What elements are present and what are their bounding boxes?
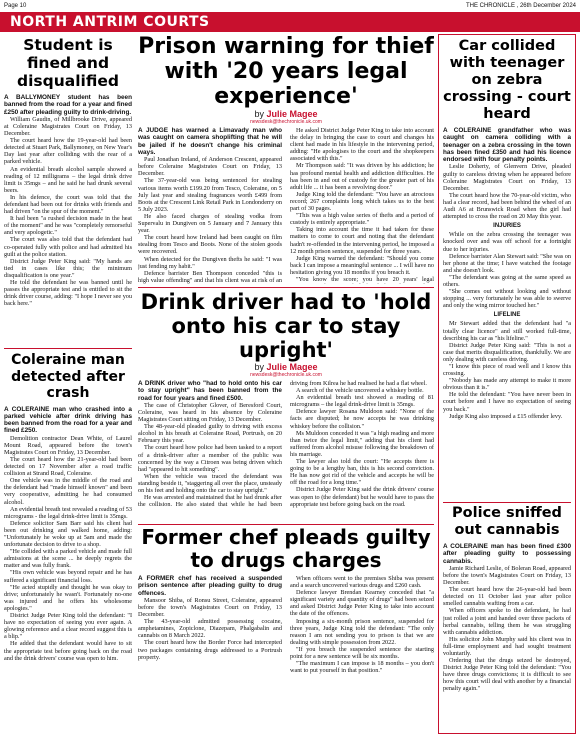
paragraph: Judge King warned the defendant: "Should you come back I can impose a meaningful sentence ... I will have no hesitation giving you 18 months if you breach it.	[290, 254, 434, 276]
prison-byline	[138, 109, 434, 119]
paragraph: His solicitor John Murphy said his client was in full-time employment and had sought treatment voluntarily.	[443, 635, 571, 658]
paragraph: Jamie Richard Leslie, of Boleran Road, appeared before the town's Magistrates Court on Friday, 13 December.	[443, 564, 571, 587]
subhead-lifeline: LIFELINE	[493, 312, 521, 319]
divider	[138, 524, 434, 525]
drink-article	[138, 290, 434, 522]
page-number: Page 10	[4, 3, 27, 9]
paragraph: District Judge Peter King told the defendant: "I have no expectation of seeing you ever again. A glowing reference and a clear record suggest this is a blip."	[4, 612, 132, 641]
paragraph: An evidential breath test revealed a reading of 53 micrograms - the legal drink-drive limit is 35mgs.	[4, 505, 132, 520]
subhead-injuries: INJURIES	[493, 223, 521, 230]
police-lead: A COLERAINE man has been fined £300 after pleading guilty to possessing cannabis.	[443, 543, 571, 565]
paragraph: District Judge Peter King said: "My hands are tied in cases like this; the minimum disqualification is one year."	[4, 257, 132, 279]
drink-lead: A DRINK driver who "had to hold onto his car to stay upright" has been banned from the road for four years and fined £500.	[138, 380, 282, 402]
drink-headline: Drink driver had to 'hold onto his car to stay upright'	[140, 290, 432, 362]
paragraph: The 37-year-old was being sentenced for stealing various items worth £199.20 from Tesco, Coleraine, on 5 July last year and stealing fragrances worth £499 from Boots at the Crescent Link Retail Park in Londonderry on 5 July 2023.	[138, 177, 282, 213]
paragraph: Defence barrister Alan Stewart said: "She was on her phone at the time; I have watched the footage and she doesn't look.	[443, 252, 571, 274]
prison-article	[138, 34, 434, 284]
paragraph: He was arrested and maintained that he had drunk after the collision. He also stated that while he had been driving from Kilrea he had realised he had a flat wheel.	[138, 380, 427, 509]
coleraine-body	[4, 406, 132, 662]
paragraph: William Gaudin, of Millbrooke Drive, appeared at Coleraine Magistrates Court on Friday, 13 December.	[4, 115, 132, 138]
drink-email: newsdesk@thechronicle.uk.com	[250, 372, 322, 378]
paragraph: The 43-year-old admitted possessing cocaine, amphetamines, Zopiclone, Diazepam, Phalgabalin and cannabis on 8 March 2022.	[138, 618, 282, 640]
paragraph: Mansoor Shiba, of Ronsu Street, Coleraine, appeared before the town's Magistrates Court on Friday, 13 December.	[138, 596, 282, 619]
paragraph: It had been "a rushed decision made in the heat of the moment" and he was "completely remorseful and very apologetic."	[4, 215, 132, 237]
divider	[138, 287, 434, 288]
paragraph: The case of Christopher Glover, of Beresford Court, Coleraine, was heard in his absence by Coleraine Magistrates Court sitting on Friday, 13 December.	[138, 401, 282, 424]
divider	[443, 502, 571, 503]
paper-name-date: THE CHRONICLE , 26th December 2024	[465, 3, 576, 9]
paragraph: The court heard how the 26-year-old had been detected on 11 October last year after police smelled cannabis wafting from a car.	[443, 586, 571, 608]
paragraph: A search of the vehicle uncovered a whiskey bottle.	[296, 387, 424, 395]
paragraph: "He collided with a parked vehicle and made full admissions at the scene ... he deeply regrets the matter and was fully frank.	[4, 548, 132, 570]
paragraph: Defence lawyer Brendan Kearney conceded that "a significant variety and quantity of drugs" had been seized and asked District Judge Peter King to take into account the date of the offences.	[290, 589, 434, 618]
paragraph: An evidential breath test showed a reading of 81 micrograms – the legal drink-drive limit is 35mgs.	[290, 394, 434, 409]
paragraph: The court heard how the Border Force had intercepted two packages containing drugs addressed to a Portrush property.	[138, 639, 282, 661]
paragraph: "He acted stupidly and thought he was okay to drive; unfortunately he wasn't. Fortunately no-one was injured and he offers his wholesome apologies."	[4, 583, 132, 612]
paragraph: Defence solicitor Sam Barr said his client had been out drinking and walked home, adding: "Unfortunately he woke up at 5am and made the unfortunate decision to drive to a shop.	[4, 519, 132, 549]
police-article	[443, 505, 571, 731]
police-body	[443, 543, 571, 693]
paragraph: Ms Muldoon conceded it was "a high reading and more than twice the legal limit," adding that his client had suffered from alcohol misuse following the breakdown of his marriage.	[290, 429, 434, 458]
student-headline: Student is fined and disqualified	[17, 36, 119, 90]
paragraph: "This was a high value series of thefts and a period of custody is entirely appropriate."	[290, 212, 434, 227]
drink-byline	[138, 362, 434, 372]
paragraph: In his defence, the court was told that the defendant had been out for drinks with friends and had driven "on the spur of the moment."	[4, 193, 132, 216]
police-headline: Police sniffed out cannabis	[452, 505, 562, 538]
paragraph: "His own vehicle was beyond repair and he has suffered a significant financial loss.	[4, 569, 132, 584]
coleraine-article	[4, 352, 132, 734]
paragraph: Demolition contractor Dean White, of Laurel Mount Road, appeared before the town's Magistrates Court on Friday, 13 December.	[4, 434, 132, 456]
coleraine-headline: Coleraine man detected after crash	[11, 352, 125, 401]
student-article	[4, 36, 132, 346]
paragraph: "Nobody has made any attempt to make it more obvious than it is."	[443, 377, 571, 392]
zebra-lead: A COLERAINE grandfather who was caught on camera colliding with a teenager on a zebra crossing in the town has been fined £350 and had his licence endorsed with four penalty points.	[443, 127, 571, 164]
zebra-article	[443, 38, 571, 500]
divider	[4, 348, 132, 349]
paragraph: He told the defendant he was banned until he passes the appropriate test and is entitled to sit the drink driver course, adding: "I hope I never see you back here."	[4, 279, 132, 308]
chef-lead: A FORMER chef has received a suspended prison sentence after pleading guilty to drug offences.	[138, 575, 282, 597]
paragraph: Judge King told the defendant: "You have an atrocious record; 267 complaints long which takes us to the best part of 30 pages.	[290, 190, 434, 213]
paragraph: The lawyer also told the court: "He accepts there is going to be a lengthy ban, this is his second conviction. He has now got rid of the vehicle and accepts he will be off the road for a long time."	[290, 458, 434, 487]
paragraph: When the vehicle was traced the defendant was standing beside it, "staggering all over the place, unsteady on his feet and holding onto the car to stay upright."	[138, 472, 282, 495]
by-prefix: by	[254, 109, 264, 119]
paragraph: The 48-year-old pleaded guilty to driving with excess alcohol in his breath at Coleraine Road, Portrush, on 20 February this year.	[138, 423, 282, 445]
paragraph: Mr Stewart added that the defendant had "a totally clear licence" and still worked full-time, describing his car as "his lifeline."	[443, 320, 571, 342]
paragraph: "If you breach the suspended sentence the starting point for a new sentence will be six months.	[290, 645, 434, 661]
paragraph: Taking into account the time it had taken for these matters to come to court and noting that the defendant hadn't re-offended in the intervening period, he imposed a 12 month prison sentence, suspended for three years.	[290, 226, 434, 255]
paragraph: Paul Jonathan Ireland, of Anderson Crescent, appeared before Coleraine Magistrates Court on Friday, 13 December.	[138, 156, 282, 178]
paragraph: The court heard how the 70-year-old victim, who had a clear record, had been behind the wheel of an Audi A6 at Brunswick Road when the girl had attempted to cross the road on 20 May this year.	[443, 191, 571, 221]
paragraph: Judge King also imposed a £15 offender levy.	[449, 412, 563, 420]
chef-body	[138, 575, 434, 674]
paragraph: He added that the defendant would have to sit the appropriate test before going back on the road and the drink drivers' course was open to him.	[4, 640, 132, 662]
by-prefix: by	[254, 362, 264, 372]
zebra-headline: Car collided with teenager on zebra crossing - court heard	[443, 38, 571, 122]
top-bar	[0, 0, 580, 12]
student-body	[4, 94, 132, 307]
paragraph: The court heard how the 21-year-old had been detected on 17 November after a road traffic collision at Strand Road, Coleraine.	[4, 455, 132, 478]
paragraph: District Judge Peter King said: "This is not a case that merits disqualification, thankfully. We are only dealing with careless driving.	[443, 341, 571, 363]
paragraph: One vehicle was in the middle of the road and the defendant had "made himself known" and been very cooperative, admitting he had consumed alcohol.	[4, 477, 132, 506]
paragraph: The court was also told that the defendant had co-operated fully with police and had admitted his guilt at the police station.	[4, 236, 132, 258]
paragraph: District Judge Peter King said the drink drivers' course was open to (the defendant) but he would have to pass the appropriate test before going back on the road.	[290, 486, 434, 508]
paragraph: Defence lawyer Rosana Muldoon said: "None of the facts are disputed; he now accepts he was drinking whiskey before the collision."	[290, 408, 434, 430]
paragraph: He told the defendant: "You have never been in court before and I have no expectation of seeing you back."	[443, 391, 571, 413]
prison-email: newsdesk@thechronicle.uk.com	[250, 119, 322, 125]
paragraph: When officers spoke to the defendant, he had just rolled a joint and handed over three packets of herbal cannabis, telling them he was struggling with cannabis addiction.	[443, 607, 571, 636]
paragraph: Imposing a six-month prison sentence, suspended for three years, Judge King told the defendant: "The only reason I am not sending you to prison is that we are dealing with simple possession from 2022.	[290, 617, 434, 646]
paragraph: Mr Thompson said: "It was driven by his addiction; he has profound mental health and addiction difficulties. He has been in and out of custody for the greater part of his adult life ... it has been a revolving door."	[290, 162, 434, 191]
coleraine-lead: A COLERAINE man who crashed into a parked vehicle after drink driving has been banned from the road for a year and fined £250.	[4, 405, 132, 435]
section-banner: NORTH ANTRIM COURTS	[0, 12, 580, 32]
drink-body	[138, 380, 434, 508]
student-lead: A BALLYMONEY student has been banned from the road for a year and fined £250 after pleading guilty to drink-driving.	[4, 94, 132, 116]
paragraph: Leslie Doherty, of Glenvern Drive, pleaded guilty to careless driving when he appeared before Coleraine Magistrates Court on Friday, 13 December.	[443, 163, 571, 192]
author-name: Julie Magee	[266, 109, 318, 119]
prison-body	[138, 127, 434, 284]
paragraph: "The maximum I can impose is 18 months – you don't want to put yourself in that position."	[290, 660, 434, 675]
paragraph: The court heard how police had been tasked to a report of a drink-driver after a member of the public was concerned by the way a Citroen was being driven which had "appeared to hit something".	[138, 444, 282, 473]
paragraph: He asked District Judge Peter King to take into account the delay in bringing the case to court and changes his client had made in his lifestyle in the intervening period, adding: "He apologises to the court and the shopkeepers associated with this."	[290, 127, 434, 163]
paragraph: The court heard how Ireland had been caught on film stealing from Tesco and Boots. None of the stolen goods were recovered.	[138, 234, 282, 256]
zebra-body	[443, 127, 571, 420]
chef-article	[138, 526, 434, 734]
author-name: Julie Magee	[266, 362, 318, 372]
prison-lead: A JUDGE has warned a Limavady man who was caught on camera shoplifting that he will be jailed if he doesn't change his criminal ways.	[138, 127, 282, 156]
paragraph: While on the zebra crossing the teenager was knocked over and was off school for a fortnight due to her injuries.	[443, 231, 571, 253]
paragraph: Defence barrister Ben Thompson conceded "this is high value offending" and that his client was at risk of an	[138, 269, 282, 284]
paragraph: Ordering that the drugs seized be destroyed, District Judge Peter King told the defendant: "You have three drugs convictions; it is difficult to see how this court will deal with another by a financial penalty again."	[443, 657, 571, 693]
paragraph: "The defendant was going at the same speed as others.	[443, 273, 571, 288]
prison-headline: Prison warning for thief with '20 years legal experience'	[138, 34, 434, 109]
paragraph: He also faced charges of stealing vodka from Supervalu in Dungiven on 5 January and 7 January this year.	[138, 212, 282, 235]
paragraph: When detected for the Dungiven thefts he said: "I was just fending my habit."	[138, 255, 282, 270]
paragraph: "I know this piece of road well and I know this crossing.	[443, 363, 571, 378]
paragraph: An evidential breath alcohol sample showed a reading of 12 milligrams – the legal drink drive limit is 35mgs – and he said he had drunk several beers.	[4, 165, 132, 194]
paragraph: When officers went to the premises Shiba was present and a search uncovered various drugs and £260 cash.	[290, 575, 434, 590]
paragraph: "She comes out without looking and without stopping ... very fortunately he was able to swerve and only the wing mirror touched her."	[443, 288, 571, 310]
paragraph: "You know the score; you have 20 years' legal	[296, 275, 434, 283]
paragraph: The court heard how the 19-year-old had been detected at Stuart Park, Ballymoney, on New Year's Day last year after colliding with the rear of a parked vehicle.	[4, 137, 132, 166]
chef-headline: Former chef pleads guilty to drugs charges	[141, 526, 431, 572]
